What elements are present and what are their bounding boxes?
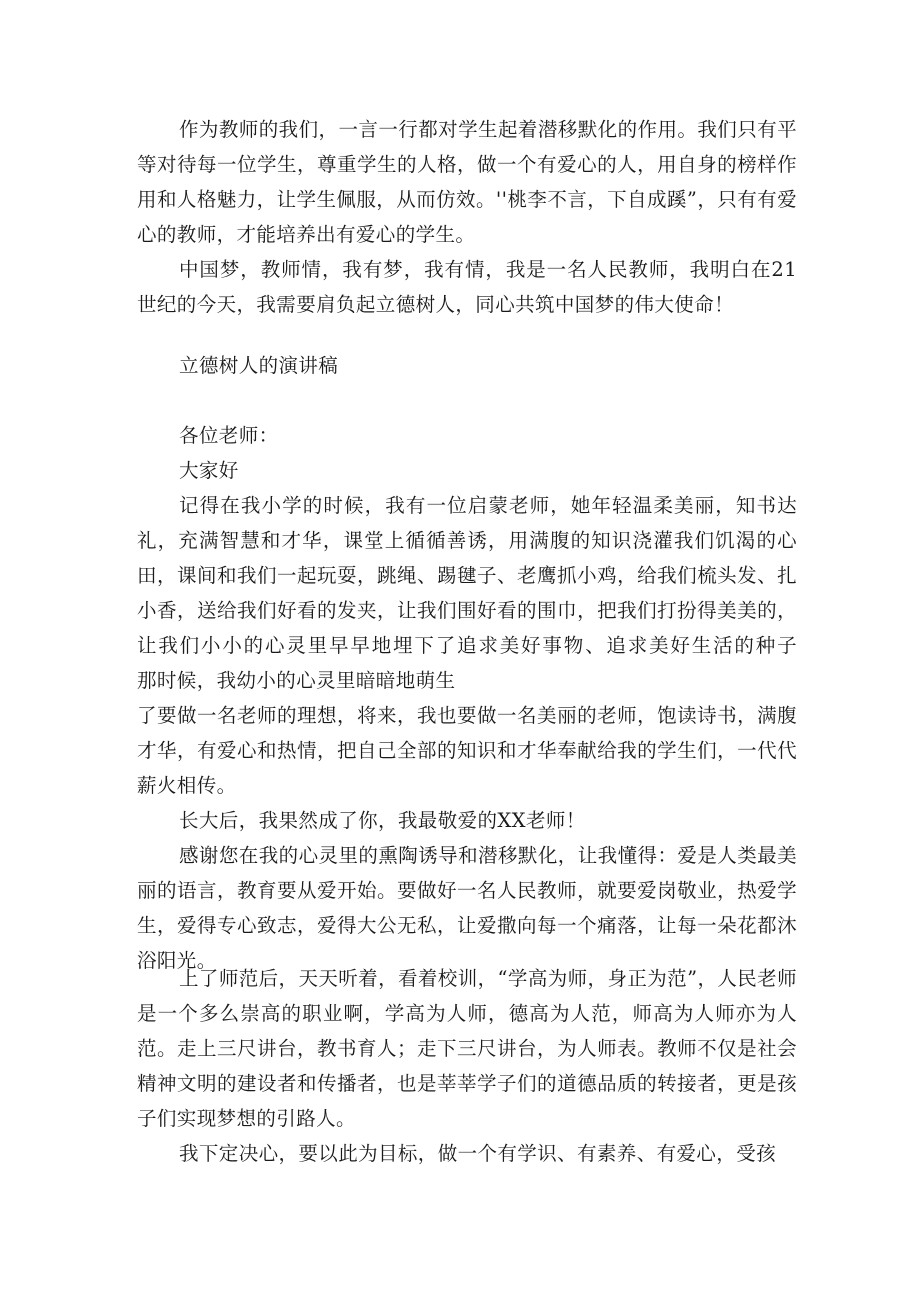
paragraph-teacher-influence: 作为教师的我们，一言一行都对学生起着潜移默化的作用。我们只有平等对待每一位学生，尊重学生的人格，做一个有爱心的人，用自身的榜样作用和人格魅力，让学生佩服，从而仿效。''桃李不言，下自成蹊”，只有有爱心的教师，才能培养出有爱心的学生。 [137,118,797,246]
paragraph-dream-continued: 了要做一名老师的理想，将来，我也要做一名美丽的老师，饱读诗书，满腹才华，有爱心和热情，把自己全部的知识和才华奉献给我的学生们，一代代薪火相传。 [137,704,797,797]
paragraph-resolution: 我下定决心，要以此为目标，做一个有学识、有素养、有爱心，受孩 [179,1142,777,1165]
paragraph-grown-up: 长大后，我果然成了你，我最敬爱的XX老师！ [179,809,586,832]
greeting: 大家好 [179,459,239,482]
document-title: 立德树人的演讲稿 [179,354,339,377]
paragraph-normal-school: 上了师范后，天天听着，看着校训，“学高为师，身正为范”，人民老师是一个多么崇高的职业啊，学高为人师，德高为人范，师高为人师亦为人范。走上三尺讲台，教书育人；走下三尺讲台，为人师表。教师不仅是社会精神文明的建设者和传播者，也是莘莘学子们的道德品质的转接者，更是孩子们实现梦想的引路人。 [137,967,797,1130]
salutation: 各位老师： [179,424,279,447]
paragraph-china-dream: 中国梦，教师情，我有梦，我有情，我是一名人民教师，我明白在21世纪的今天，我需要肩负起立德树人，同心共筑中国梦的伟大使命！ [137,258,797,316]
paragraph-childhood-teacher: 记得在我小学的时候，我有一位启蒙老师，她年轻温柔美丽，知书达礼，充满智慧和才华，课堂上循循善诱，用满腹的知识浇灌我们饥渴的心田，课间和我们一起玩耍，跳绳、踢毽子、老鹰抓小鸡，给我们梳头发、扎小香，送给我们好看的发夹，让我们围好看的围巾，把我们打扮得美美的，让我们小小的心灵里早早地埋下了追求美好事物、追求美好生活的种子 那时候，我幼小的心灵里暗暗地萌生 [137,494,837,692]
paragraph-gratitude: 感谢您在我的心灵里的熏陶诱导和潜移默化，让我懂得：爱是人类最美丽的语言，教育要从爱开始。要做好一名人民教师，就要爱岗敬业，热爱学生，爱得专心致志，爱得大公无私，让爱撒向每一个痛落，让每一朵花都沐浴阳光。 [137,844,797,972]
